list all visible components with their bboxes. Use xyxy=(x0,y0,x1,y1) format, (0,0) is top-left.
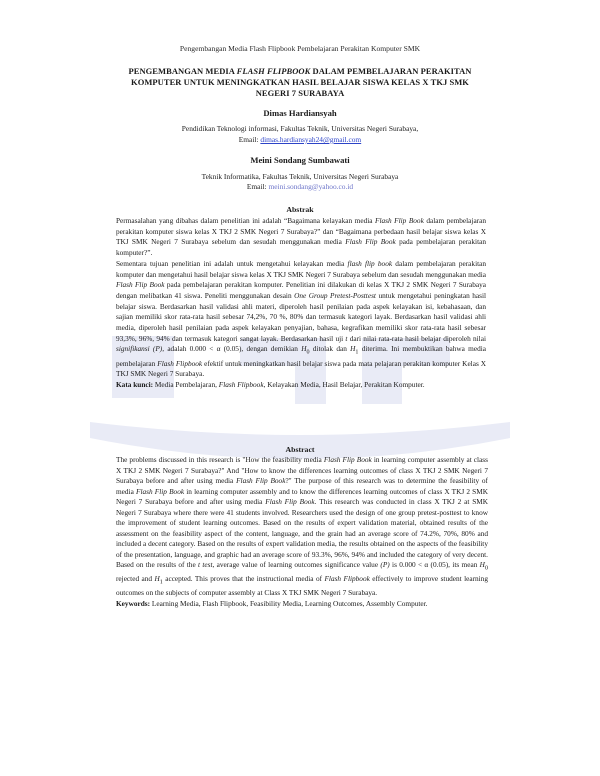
running-header: Pengembangan Media Flash Flipbook Pembelajaran Perakitan Komputer SMK xyxy=(179,44,421,53)
author-2-email-line xyxy=(0,182,600,193)
title-line-1: PENGEMBANGAN MEDIA FLASH FLIPBOOK DALAM PEMBELAJARAN PERAKITAN xyxy=(128,66,472,76)
author-1-name: Dimas Hardiansyah xyxy=(263,108,337,118)
author-2-affiliation: Teknik Informatika, Fakultas Teknik, Universitas Negeri Surabaya xyxy=(201,172,399,181)
abstrak-keywords: Kata kunci: Media Pembelajaran, Flash Flipbook, Kelayakan Media, Hasil Belajar, Perakitan Komputer. xyxy=(116,380,425,389)
abstrak-heading: Abstrak xyxy=(286,205,314,214)
author-2-name: Meini Sondang Sumbawati xyxy=(250,155,350,165)
author-1-email-link[interactable]: dimas.hardiansyah24@gmail.com xyxy=(260,135,362,144)
author-1-email-label: Email: xyxy=(238,135,259,144)
abstrak-body xyxy=(116,216,486,391)
author-2-email-label: Email: xyxy=(246,182,267,191)
paper-title xyxy=(88,66,512,99)
title-line-2: KOMPUTER UNTUK MENINGKATKAN HASIL BELAJAR SISWA KELAS X TKJ SMK xyxy=(131,77,469,87)
abstrak-paragraph-1: Permasalahan yang dibahas dalam penelitian ini adalah “Bagaimana kelayakan media Flash Flip Book dalam pembelajaran perakitan komputer siswa kelas X TKJ 2 SMK Negeri 7 Surabaya?” dan “Bagaimana perbedaan hasil belajar siswa kelas X TKJ SMK Negeri 7 Surabaya sebelum dan sesudah menggunakan media Flash Flip Book pada pembelajaran perakitan komputer?”. xyxy=(116,216,486,258)
title-line-3: NEGERI 7 SURABAYA xyxy=(255,88,345,98)
abstract-body xyxy=(116,455,488,610)
abstrak-paragraph-2: Sementara tujuan penelitian ini adalah untuk mengetahui kelayakan media flash flip book dalam pembelajaran perakitan komputer dan mengetahui hasil belajar siswa kelas X TKJ SMK Negeri 7 Surabaya sebelum dan sesudah menggunakan media Flash Flip Book pada pembelajaran perakitan komputer. Penelitian ini dilakukan di kelas X TKJ 2 SMK Negeri 7 Surabaya dengan melibatkan 41 siswa. Peneliti menggunakan desain One Group Pretest-Posttest untuk mengetahui peningkatan hasil belajar siswa. Berdasarkan hasil validasi ahli materi, diperoleh hasil penilaian pada aspek kelayakan isi, kebahasaan, dan sajian memiliki skor rata-rata hasil sebesar 74,2%, 70 %, 80% dan termasuk kategori layak. Berdasarkan hasil validasi ahli media, diperoleh hasil penilaian pada aspek kelayakan penyajian, bahasa, kegrafikan memiliki skor rata-rata hasil sebesar 93,3%, 96%, 94% dan termasuk kategori sangat layak. Berdasarkan hasil uji t dari nilai rata-rata hasil belajar diperoleh nilai signifikansi (P), adalah 0.000 < α (0.05), dengan demikian $H_0$ ditolak dan $H_1$ diterima. Ini membuktikan bahwa media pembelajaran Flash Flipbook efektif untuk meningkatkan hasil belajar siswa pada mata pelajaran perakitan komputer Kelas X TKJ SMK Negeri 7 Surabaya. xyxy=(116,258,487,379)
abstract-paragraph: The problems discussed in this research is "How the feasibility media Flash Flip Book in learning computer assembly at class X TKJ 2 SMK Negeri 7 Surabaya?" And "How to know the differences learning outcomes of class X TKJ 2 SMK Negeri 7 Surabaya before and after using media Flash Flip Book?" The purpose of this research was to determine the feasibility of media Flash Flip Book in learning computer assembly and to know the differences learning outcomes of class X TKJ 2 SMK Negeri 7 Surabaya before and after using media Flash Flip Book. This research was conducted in class X TKJ 2 at SMK Negeri 7 Surabaya where there were 41 students involved. Researchers used the design of one group pretest-posttest to know the improvement of student learning outcomes. Based on the results of expert validation material, obtained results of the assessment on the feasibility aspect of the content, language, and the grain had an average score of 74.2%, 70%, 80% and included a decent category. Based on the results of expert validation media, the results obtained on the aspects of the feasibility of the presentation, language, and graphic had an average score of 93.3%, 96%, 94% and included the category of very decent. Based on the results of the t test, average value of learning outcomes significance value (P) is 0.000 < α (0.05), its mean $H_0$ rejected and $H_1$ accepted. This proves that the instructional media of Flash Flipbook effectively to improve student learning outcomes on the subjects of computer assembly at Class X TKJ SMK Negeri 7 Surabaya. xyxy=(116,455,489,598)
author-1-affiliation: Pendidikan Teknologi informasi, Fakultas Teknik, Universitas Negeri Surabaya, xyxy=(181,124,419,133)
abstract-heading: Abstract xyxy=(285,445,315,454)
author-2-email[interactable]: meini.sondang@yahoo.co.id xyxy=(268,182,354,191)
abstract-keywords: Keywords: Learning Media, Flash Flipbook, Feasibility Media, Learning Outcomes, Assembly Computer. xyxy=(116,599,428,609)
author-1-email-line xyxy=(0,135,600,146)
